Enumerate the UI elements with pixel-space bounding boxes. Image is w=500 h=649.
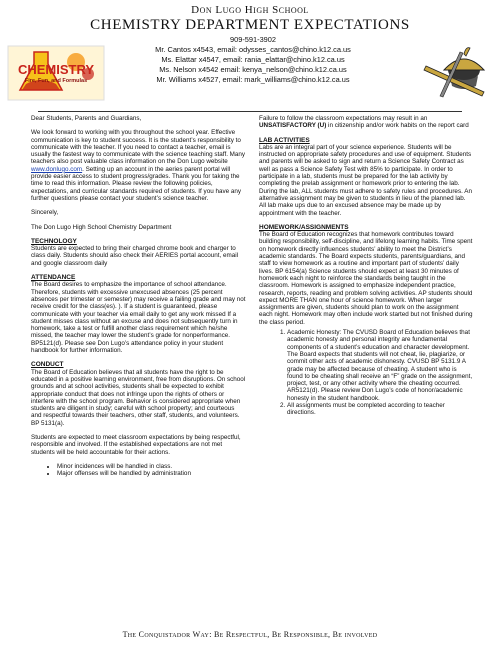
conduct-text-2: Students are expected to meet classroom expectations by being respectful, responsible and involved. If the established expectations are not met students will be held accountable for their actions.: [31, 433, 241, 456]
citizenship-text: Failure to follow the classroom expectations may result in an: [259, 115, 428, 122]
conduct-heading: CONDUCT: [31, 361, 64, 369]
technology-text: Students are expected to bring their charged chrome book and charger to class daily. Students should also check their AERIES portal account, email and google classroom daily: [31, 245, 239, 267]
website-link[interactable]: www.donlugo.com: [31, 165, 83, 173]
contact-line: Ms. Nelson x4542 email: kenya_nelson@chino.k12.ca.us: [159, 65, 347, 74]
intro-text-2: . Setting up an account in the aeries parent portal will provide easier access to student progress/grades. Thank you for taking the time to read this information. Please review the following policies, expectations, and curricular standards required of students. If you have any further questions please contact your student’s science teacher.: [31, 165, 242, 202]
greeting: Dear Students, Parents and Guardians,: [31, 115, 142, 122]
attendance-heading: ATTENDANCE: [31, 274, 76, 282]
homework-list: [259, 329, 473, 417]
conduct-list: [31, 463, 246, 478]
contact-line: Mr. Cantos x4543, email: odysses_cantos@chino.k12.ca.us: [155, 45, 351, 54]
left-column: [31, 115, 246, 477]
school-name: Don Lugo High School: [191, 4, 309, 16]
right-column: [259, 115, 473, 417]
conduct-text: The Board of Education believes that all students have the right to be educated in a positive learning environment, free from disruptions. On school grounds and at school activities, students shall be expected to exhibit appropriate conduct that does not infringe upon the rights of others or interfere with the school program. Behavior is considered appropriate when students are diligent in study; careful with school property; and courteous and respectful towards their teachers, other staff, students, and volunteers. BP 5131(a).: [31, 368, 246, 427]
list-item: • Minor incidences will be handled in class.: [57, 463, 246, 470]
signature: The Don Lugo High School Chemistry Department: [31, 223, 172, 231]
unsatisfactory-label: UNSATISFACTORY (U): [259, 122, 327, 130]
homework-heading: HOMEWORK/ASSIGNMENTS: [259, 223, 349, 231]
header-divider: [38, 111, 462, 112]
intro-text: We look forward to working with you throughout the school year. Effective communication is key to student success. It is the student’s responsibility to communicate with the teacher. If you need to contact a teacher, email is usually the fastest way to communicate with the science teaching staff. Many teachers also post valuable class information on the Don Lugo website: [31, 129, 246, 166]
contact-line: Ms. Elattar x4547, email: rania_elattar@chino.k12.ca.us: [161, 55, 345, 64]
logo-subtext: Fire, Fun, and Formulas: [24, 78, 88, 84]
attendance-text: The Board desires to emphasize the importance of school attendance. Therefore, students with excessive unexcused absences (25 percent absences per trimester or semester) may receive a failing grade and may not receive credit for the class(es). ). If a student is guaranteed, please communicate with your teacher via email daily to get any work missed If a student misses class without an excuse and does not subsequently turn in homework, take a test or fulfill another class requirement which he/she missed, the teacher may lower the student’s grade for nonperformance. BP5121(d). Please see Don Lugo’s attendance policy in your student handbook for further information.: [31, 281, 246, 355]
intro-paragraph: [31, 129, 246, 202]
logo-text: CHEMISTRY: [17, 62, 95, 77]
contact-block: [138, 35, 368, 85]
closing: Sincerely,: [31, 209, 59, 217]
homework-text: The Board of Education recognizes that homework contributes toward building responsibility, self-discipline, and lifelong learning habits. Time spent on homework directly influences students’ ability to meet the District’s academic standards. The Board expects students, parents/guardians, and staff to view homework as a routine and important part of students’ daily lives. BP 6154(a) Science students should expect at least 30 minutes of homework each night to reinforce the standards being taught in the classroom. Homework is assigned to emphasize independent practice, research, reports, reading and problem solving activities. AP students should expect MORE THAN one hour of science homework. When larger assignments are given, students should plan to work on the assignment each night. Homework may often include work started but not finished during the class period.: [259, 231, 473, 326]
list-item: 2. All assignments must be completed according to teacher directions.: [287, 402, 473, 417]
conquistador-helmet-logo: [420, 46, 495, 101]
chemistry-flask-logo: [6, 44, 106, 102]
lab-heading: LAB ACTIVITIES: [259, 136, 310, 144]
footer-motto: The Conquistador Way: Be Respectful, Be Responsible, Be involved: [122, 630, 378, 639]
list-item: 1. Academic Honesty: The CVUSD Board of Education believes that academic honesty and personal integrity are fundamental components of a student’s education and character development. The Board expects that students will not cheat, lie, plagiarize, or commit other acts of academic dishonesty. CVUSD BP 5131.9 A grade may be affected because of cheating. A student who is found to be cheating shall receive an “F” grade on the assignment, project, test, or any other activity where the cheating occurred. AR5121(d). Please review Don Lugo’s code of honor/academic honesty in the student handbook.: [287, 329, 473, 402]
lab-text: Labs are an integral part of your science experience. Students will be instructed on appropriate safety procedures and use of equipment. Students and parents will be asked to sign and return a Science Safety Contract as well as pass a Science Safety Test with 85% to participate. In order to participate in a lab, students must be prepared for the lab activity by completing the prelab assignment or homework prior to entering the lab. During the lab, ALL students must adhere to safety rules and procedures. An alternative assignment may be given to students in lieu of the planned lab. All lab make ups due to an excused absence may be made up by appointment with the teacher.: [259, 143, 472, 217]
phone-number: 909-591-3902: [229, 35, 277, 44]
technology-heading: TECHNOLOGY: [31, 237, 77, 245]
citizenship-text-2: in citizenship and/or work habits on the report card: [328, 122, 469, 130]
contact-line: Mr. Williams x4527, email: mark_williams@chino.k12.ca.us: [156, 75, 350, 84]
page-title: CHEMISTRY DEPARTMENT EXPECTATIONS: [90, 17, 410, 33]
list-item: • Major offenses will be handled by administration: [57, 470, 246, 477]
citizenship-note: [259, 115, 473, 130]
